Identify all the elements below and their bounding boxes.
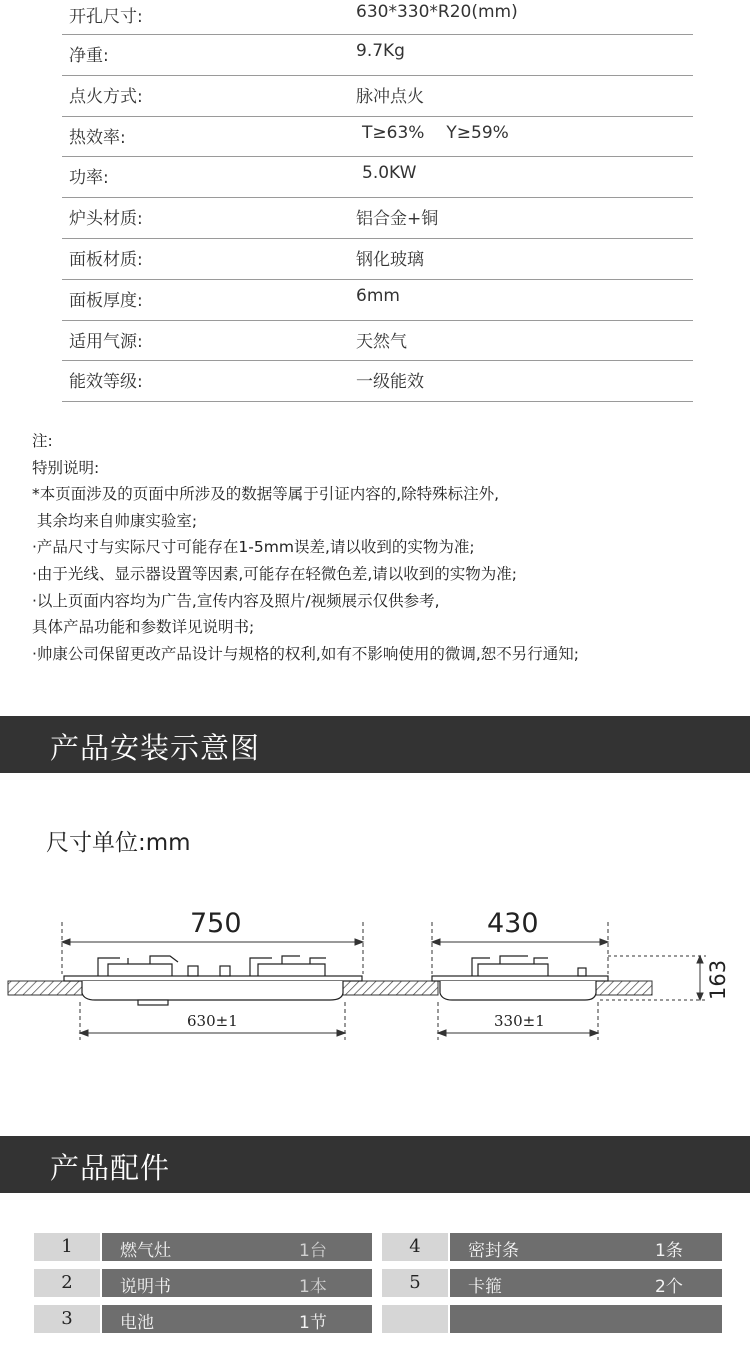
side-view-hob <box>432 956 608 1000</box>
accessory-name: 说明书 <box>120 1277 171 1297</box>
side-countertop <box>596 981 652 995</box>
accessory-body <box>450 1305 722 1333</box>
accessory-num: 2 <box>34 1269 100 1297</box>
notes <box>32 428 747 667</box>
note-line: 其余均来自帅康实验室; <box>32 511 198 530</box>
spec-value: 天然气 <box>356 331 407 352</box>
accessory-num: 1 <box>34 1233 100 1261</box>
accessory-name: 密封条 <box>468 1241 519 1261</box>
accessory-num: 3 <box>34 1305 100 1333</box>
spec-label: 净重: <box>69 46 109 66</box>
accessory-item <box>382 1305 722 1333</box>
spec-value: 脉冲点火 <box>356 86 424 107</box>
note-line: ·帅康公司保留更改产品设计与规格的权利,如有不影响使用的微调,恕不另行通知; <box>32 644 580 663</box>
accessory-item <box>34 1233 372 1261</box>
accessory-item <box>382 1233 722 1261</box>
spec-value-t: T≥63% <box>362 122 425 143</box>
spec-value <box>362 123 509 143</box>
accessory-name: 燃气灶 <box>120 1241 171 1261</box>
front-cutout-label: 630±1 <box>187 1012 238 1030</box>
spec-label: 功率: <box>69 168 109 189</box>
accessory-num: 5 <box>382 1269 448 1297</box>
accessory-body <box>450 1233 722 1261</box>
installation-diagram-svg <box>0 890 750 1060</box>
spec-label: 面板厚度: <box>69 290 143 311</box>
installation-diagram <box>0 890 750 1060</box>
spec-value: 一级能效 <box>356 372 424 393</box>
spec-value: 630*330*R20(mm) <box>356 2 518 22</box>
accessories-section-header <box>0 1136 750 1193</box>
accessory-name: 卡箍 <box>468 1277 502 1297</box>
note-line: ·以上页面内容均为广告,宣传内容及照片/视频展示仅供参考, <box>32 591 440 610</box>
spec-value: 6mm <box>356 285 400 306</box>
accessory-qty: 1台 <box>299 1241 327 1261</box>
unit-label: 尺寸单位:mm <box>46 830 191 856</box>
accessory-body <box>450 1269 722 1297</box>
accessory-qty: 1本 <box>299 1277 327 1297</box>
accessory-body <box>102 1269 372 1297</box>
accessory-item <box>382 1269 722 1297</box>
accessory-item <box>34 1269 372 1297</box>
accessories-section-title: 产品配件 <box>50 1151 171 1185</box>
spec-label: 能效等级: <box>69 372 143 393</box>
spec-row <box>62 157 693 198</box>
side-cutout-label: 330±1 <box>494 1012 545 1030</box>
spec-row <box>62 361 693 402</box>
note-line: 具体产品功能和参数详见说明书; <box>32 618 255 637</box>
height-label: 163 <box>706 959 730 1000</box>
spec-row <box>62 117 693 158</box>
accessory-num: 4 <box>382 1233 448 1261</box>
note-line: 注: <box>32 432 53 450</box>
note-line: *本页面涉及的页面中所涉及的数据等属于引证内容的,除特殊标注外, <box>32 485 500 504</box>
accessory-qty: 2个 <box>655 1277 683 1297</box>
accessory-qty: 1节 <box>299 1313 327 1333</box>
side-width-label: 430 <box>487 908 539 939</box>
front-view-hob <box>64 956 362 1005</box>
spec-label: 点火方式: <box>69 86 143 107</box>
accessory-body <box>102 1305 372 1333</box>
spec-label: 炉头材质: <box>69 209 143 230</box>
front-width-label: 750 <box>190 908 242 939</box>
spec-value-y: Y≥59% <box>446 122 509 143</box>
accessory-qty: 1条 <box>655 1241 683 1261</box>
spec-value: 5.0KW <box>362 163 417 184</box>
accessory-name: 电池 <box>120 1313 154 1333</box>
spec-row <box>62 35 693 76</box>
spec-row <box>62 239 693 280</box>
spec-label: 面板材质: <box>69 249 143 270</box>
accessory-item <box>34 1305 372 1333</box>
spec-row <box>62 76 693 117</box>
accessory-body <box>102 1233 372 1261</box>
note-line: 特别说明: <box>32 458 100 477</box>
spec-label: 开孔尺寸: <box>69 7 143 27</box>
spec-value: 9.7Kg <box>356 41 405 61</box>
spec-row <box>62 0 693 35</box>
spec-table <box>62 0 693 402</box>
spec-row <box>62 280 693 321</box>
accessory-num <box>382 1305 448 1333</box>
spec-value: 铝合金+铜 <box>356 209 439 230</box>
install-section-header <box>0 716 750 773</box>
note-line: ·由于光线、显示器设置等因素,可能存在轻微色差,请以收到的实物为准; <box>32 564 518 583</box>
spec-label: 热效率: <box>69 127 126 148</box>
spec-row <box>62 321 693 362</box>
note-line: ·产品尺寸与实际尺寸可能存在1-5mm误差,请以收到的实物为准; <box>32 538 475 557</box>
spec-label: 适用气源: <box>69 331 143 352</box>
install-section-title: 产品安装示意图 <box>50 731 261 765</box>
spec-row <box>62 198 693 239</box>
spec-value: 钢化玻璃 <box>356 249 424 270</box>
